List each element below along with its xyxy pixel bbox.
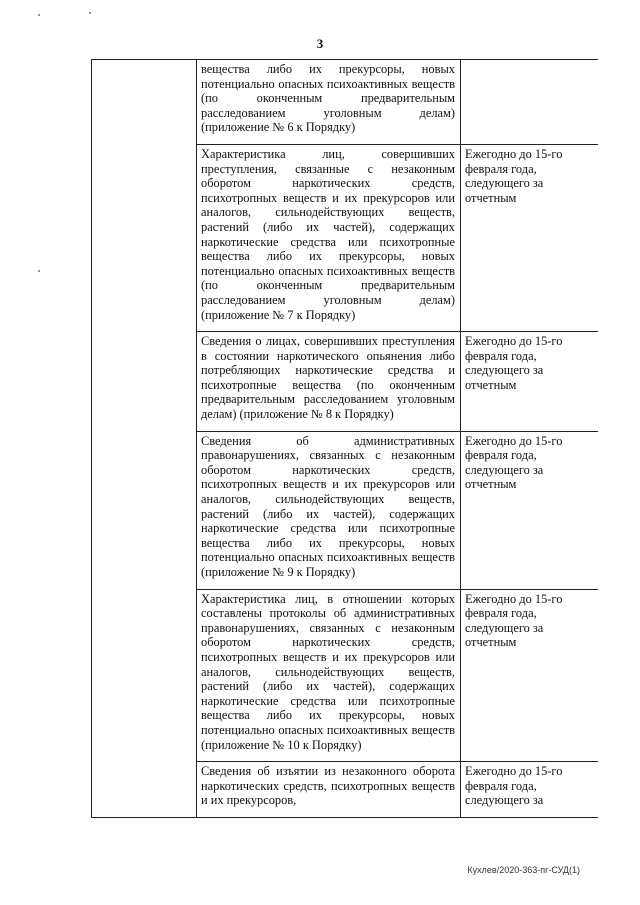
report-table-container — [91, 59, 598, 839]
report-table — [91, 59, 598, 818]
description-cell: Сведения об изъятии из незаконного оборота наркотических средств, психотропных веществ и их прекурсоров, — [197, 762, 461, 818]
description-cell: Сведения об административных правонарушениях, связанных с незаконным оборотом наркотических средств, психотропных веществ и их прекурсоров или аналогов, сильнодействующих веществ, растений (либо их частей), содержащих наркотические средства или психотропные вещества либо их прекурсоры, новых потенциально опасных психоактивных веществ (приложение № 9 к Порядку) — [197, 431, 461, 589]
scan-mark — [89, 12, 91, 14]
deadline-cell — [461, 60, 599, 145]
deadline-cell: Ежегодно до 15-го февраля года, следующего за отчетным — [461, 332, 599, 432]
deadline-cell: Ежегодно до 15-го февраля года, следующего за — [461, 762, 599, 818]
deadline-cell: Ежегодно до 15-го февраля года, следующего за отчетным — [461, 589, 599, 762]
deadline-cell: Ежегодно до 15-го февраля года, следующего за отчетным — [461, 431, 599, 589]
document-code-footer: Кухлев/2020-363-пг-СУД(1) — [467, 865, 580, 875]
description-cell: Характеристика лиц, в отношении которых составлены протоколы об административных правонарушениях, связанных с незаконным оборотом наркотических средств, психотропных веществ и их прекурсоров или аналогов, сильнодействующих веществ, растений (либо их частей), содержащих наркотические средства или психотропные вещества либо их прекурсоры, новых потенциально опасных психоактивных веществ (приложение № 10 к Порядку) — [197, 589, 461, 762]
table-row — [92, 60, 599, 145]
description-cell: вещества либо их прекурсоры, новых потенциально опасных психоактивных веществ (по оконченным предварительным расследованием уголовным делам) (приложение № 6 к Порядку) — [197, 60, 461, 145]
page-number: 3 — [316, 36, 324, 51]
description-cell: Сведения о лицах, совершивших преступления в состоянии наркотического опьянения либо потребляющих наркотические средства и психотропные вещества (по оконченным предварительным расследованием уголовным делам) (приложение № 8 к Порядку) — [197, 332, 461, 432]
description-cell: Характеристика лиц, совершивших преступления, связанные с незаконным оборотом наркотических средств, психотропных веществ и их прекурсоров или аналогов, сильнодействующих веществ, растений (либо их частей), содержащих наркотические средства или психотропные вещества либо их прекурсоры, новых потенциально опасных психоактивных веществ (по оконченным предварительным расследованием уголовным делам) (приложение № 7 к Порядку) — [197, 144, 461, 331]
empty-column-cell — [92, 60, 197, 818]
scan-mark — [38, 270, 40, 272]
scan-mark — [38, 14, 40, 16]
deadline-cell: Ежегодно до 15-го февраля года, следующего за отчетным — [461, 144, 599, 331]
